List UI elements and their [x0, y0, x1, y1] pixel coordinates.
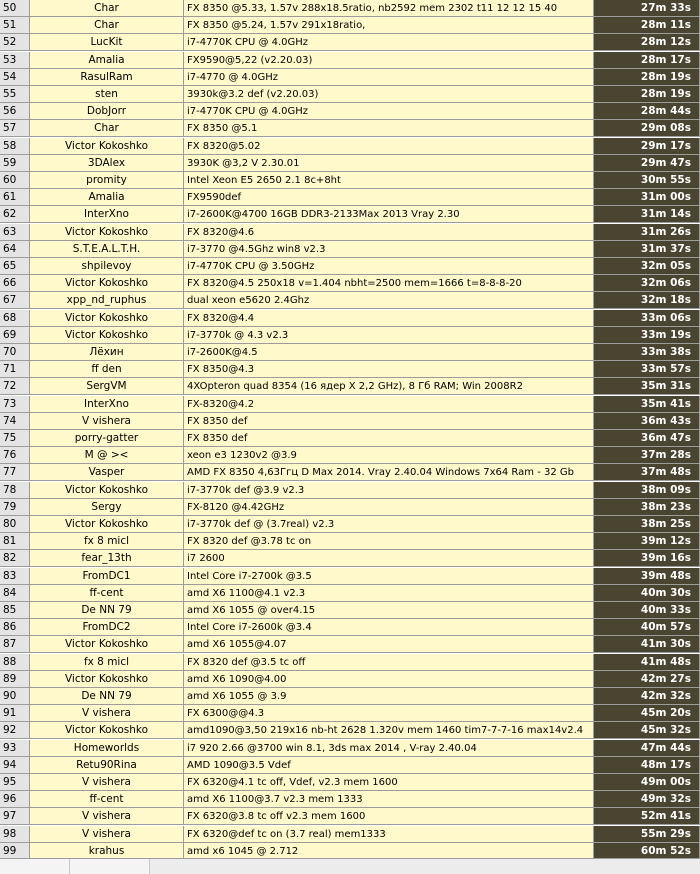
render-time-cell[interactable]: 33m 19s — [594, 327, 700, 344]
row-number[interactable]: 93 — [0, 740, 30, 757]
table-row — [0, 636, 700, 653]
table-row — [0, 155, 700, 172]
system-config-cell[interactable]: xeon e3 1230v2 @3.9 — [184, 447, 594, 464]
row-number[interactable]: 50 — [0, 0, 30, 17]
table-row — [0, 688, 700, 705]
system-config-cell[interactable]: FX 8320@4.4 — [184, 310, 594, 327]
user-name-cell[interactable]: De NN 79 — [30, 602, 184, 619]
sheet-tab-bar-cell — [70, 859, 150, 874]
system-config-cell[interactable]: i7-4770 @ 4.0GHz — [184, 69, 594, 86]
row-number[interactable]: 67 — [0, 292, 30, 309]
render-time-cell[interactable]: 37m 48s — [594, 464, 700, 481]
system-config-cell[interactable]: Intel Core i7-2600k @3.4 — [184, 619, 594, 636]
row-number[interactable]: 91 — [0, 705, 30, 722]
render-time-cell[interactable]: 49m 32s — [594, 791, 700, 808]
system-config-cell[interactable]: FX 8320@4.6 — [184, 224, 594, 241]
table-row — [0, 396, 700, 413]
render-time-cell[interactable]: 41m 48s — [594, 654, 700, 671]
render-time-cell[interactable]: 49m 00s — [594, 774, 700, 791]
row-number[interactable]: 86 — [0, 619, 30, 636]
row-number[interactable]: 96 — [0, 791, 30, 808]
render-time-cell[interactable]: 32m 05s — [594, 258, 700, 275]
user-name-cell[interactable]: Victor Kokoshko — [30, 275, 184, 292]
user-name-cell[interactable]: Char — [30, 120, 184, 137]
render-time-cell[interactable]: 47m 44s — [594, 740, 700, 757]
row-number[interactable]: 68 — [0, 310, 30, 327]
row-number[interactable]: 56 — [0, 103, 30, 120]
user-name-cell[interactable]: promity — [30, 172, 184, 189]
row-number[interactable]: 71 — [0, 361, 30, 378]
user-name-cell[interactable]: Лёхин — [30, 344, 184, 361]
row-number[interactable]: 98 — [0, 826, 30, 843]
table-row — [0, 585, 700, 602]
table-row — [0, 86, 700, 103]
render-time-cell[interactable]: 60m 52s — [594, 843, 700, 860]
row-number[interactable]: 94 — [0, 757, 30, 774]
row-number[interactable]: 90 — [0, 688, 30, 705]
table-row — [0, 464, 700, 481]
row-number[interactable]: 70 — [0, 344, 30, 361]
system-config-cell[interactable]: i7 2600 — [184, 550, 594, 567]
user-name-cell[interactable]: InterXno — [30, 396, 184, 413]
system-config-cell[interactable]: amd X6 1055 @ over4.15 — [184, 602, 594, 619]
table-row — [0, 69, 700, 86]
system-config-cell[interactable]: i7-3770k def @3.9 v2.3 — [184, 482, 594, 499]
table-row — [0, 826, 700, 843]
user-name-cell[interactable]: fx 8 micl — [30, 654, 184, 671]
row-number[interactable]: 85 — [0, 602, 30, 619]
row-number[interactable]: 61 — [0, 189, 30, 206]
render-time-cell[interactable]: 37m 28s — [594, 447, 700, 464]
table-row — [0, 757, 700, 774]
user-name-cell[interactable]: V vishera — [30, 826, 184, 843]
system-config-cell[interactable]: 3930k@3.2 def (v2.20.03) — [184, 86, 594, 103]
row-number[interactable]: 52 — [0, 34, 30, 51]
system-config-cell[interactable]: i7-2600K@4.5 — [184, 344, 594, 361]
render-time-cell[interactable]: 38m 23s — [594, 499, 700, 516]
render-time-cell[interactable]: 42m 32s — [594, 688, 700, 705]
render-time-cell[interactable]: 28m 12s — [594, 34, 700, 51]
user-name-cell[interactable]: fx 8 micl — [30, 533, 184, 550]
user-name-cell[interactable]: Victor Kokoshko — [30, 327, 184, 344]
row-number[interactable]: 83 — [0, 568, 30, 585]
system-config-cell[interactable]: i7-3770 @4.5Ghz win8 v2.3 — [184, 241, 594, 258]
table-row — [0, 499, 700, 516]
user-name-cell[interactable]: 3DAlex — [30, 155, 184, 172]
system-config-cell[interactable]: FX 6320@def tc on (3.7 real) mem1333 — [184, 826, 594, 843]
row-number[interactable]: 80 — [0, 516, 30, 533]
table-row — [0, 550, 700, 567]
render-time-cell[interactable]: 33m 06s — [594, 310, 700, 327]
system-config-cell[interactable]: FX9590@5,22 (v2.20.03) — [184, 52, 594, 69]
render-time-cell[interactable]: 38m 25s — [594, 516, 700, 533]
table-row — [0, 705, 700, 722]
system-config-cell[interactable]: amd X6 1100@4.1 v2.3 — [184, 585, 594, 602]
table-row — [0, 722, 700, 739]
row-number[interactable]: 84 — [0, 585, 30, 602]
table-row — [0, 206, 700, 223]
system-config-cell[interactable]: FX 8350 @5.33, 1.57v 288x18.5ratio, nb2592 mem 2302 t11 12 12 15 40 — [184, 0, 594, 17]
row-number[interactable]: 76 — [0, 447, 30, 464]
user-name-cell[interactable]: Retu90Rina — [30, 757, 184, 774]
table-row — [0, 791, 700, 808]
table-row — [0, 310, 700, 327]
user-name-cell[interactable]: Victor Kokoshko — [30, 138, 184, 155]
user-name-cell[interactable]: ff-cent — [30, 585, 184, 602]
user-name-cell[interactable]: Victor Kokoshko — [30, 671, 184, 688]
row-number[interactable]: 81 — [0, 533, 30, 550]
table-row — [0, 34, 700, 51]
row-number[interactable]: 89 — [0, 671, 30, 688]
system-config-cell[interactable]: 3930K @3,2 V 2.30.01 — [184, 155, 594, 172]
user-name-cell[interactable]: Victor Kokoshko — [30, 482, 184, 499]
table-row — [0, 258, 700, 275]
user-name-cell[interactable]: DobJorr — [30, 103, 184, 120]
table-row — [0, 619, 700, 636]
render-time-cell[interactable]: 31m 00s — [594, 189, 700, 206]
user-name-cell[interactable]: Victor Kokoshko — [30, 310, 184, 327]
system-config-cell[interactable]: FX 8350 @5.24, 1.57v 291x18ratio, — [184, 17, 594, 34]
system-config-cell[interactable]: FX 6320@3.8 tc off v2.3 mem 1600 — [184, 808, 594, 825]
user-name-cell[interactable]: FromDC2 — [30, 619, 184, 636]
render-time-cell[interactable]: 29m 17s — [594, 138, 700, 155]
system-config-cell[interactable]: i7-4770K CPU @ 4.0GHz — [184, 34, 594, 51]
render-time-cell[interactable]: 32m 18s — [594, 292, 700, 309]
system-config-cell[interactable]: FX9590def — [184, 189, 594, 206]
row-number[interactable]: 57 — [0, 120, 30, 137]
table-row — [0, 241, 700, 258]
system-config-cell[interactable]: amd1090@3,50 219x16 nb-ht 2628 1.320v mem 1460 tim7-7-7-16 max14v2.4 — [184, 722, 594, 739]
system-config-cell[interactable]: FX 8320 def @3.78 tc on — [184, 533, 594, 550]
render-time-cell[interactable]: 39m 48s — [594, 568, 700, 585]
user-name-cell[interactable]: Victor Kokoshko — [30, 722, 184, 739]
user-name-cell[interactable]: Vasper — [30, 464, 184, 481]
row-number[interactable]: 77 — [0, 464, 30, 481]
row-number[interactable]: 79 — [0, 499, 30, 516]
render-time-cell[interactable]: 36m 43s — [594, 413, 700, 430]
system-config-cell[interactable]: i7-4770K CPU @ 3.50GHz — [184, 258, 594, 275]
system-config-cell[interactable]: FX 8320@4.5 250x18 v=1.404 nbht=2500 mem=1666 t=8-8-8-20 — [184, 275, 594, 292]
system-config-cell[interactable]: Intel Core i7-2700k @3.5 — [184, 568, 594, 585]
system-config-cell[interactable]: FX 8350@4.3 — [184, 361, 594, 378]
table-row — [0, 292, 700, 309]
system-config-cell[interactable]: FX 6300@@4.3 — [184, 705, 594, 722]
system-config-cell[interactable]: amd x6 1045 @ 2.712 — [184, 843, 594, 860]
render-time-cell[interactable]: 29m 08s — [594, 120, 700, 137]
row-number[interactable]: 55 — [0, 86, 30, 103]
user-name-cell[interactable]: krahus — [30, 843, 184, 860]
table-row — [0, 103, 700, 120]
render-time-cell[interactable]: 55m 29s — [594, 826, 700, 843]
user-name-cell[interactable]: S.T.E.A.L.T.H. — [30, 241, 184, 258]
render-time-cell[interactable]: 36m 47s — [594, 430, 700, 447]
system-config-cell[interactable]: FX 8320@5.02 — [184, 138, 594, 155]
system-config-cell[interactable]: i7-2600K@4700 16GB DDR3-2133Max 2013 Vray 2.30 — [184, 206, 594, 223]
table-row — [0, 189, 700, 206]
system-config-cell[interactable]: amd X6 1090@4.00 — [184, 671, 594, 688]
system-config-cell[interactable]: FX 8350 def — [184, 413, 594, 430]
render-time-cell[interactable]: 40m 30s — [594, 585, 700, 602]
system-config-cell[interactable]: i7 920 2.66 @3700 win 8.1, 3ds max 2014 , V-ray 2.40.04 — [184, 740, 594, 757]
table-row — [0, 740, 700, 757]
render-time-cell[interactable]: 38m 09s — [594, 482, 700, 499]
row-number[interactable]: 65 — [0, 258, 30, 275]
render-time-cell[interactable]: 28m 17s — [594, 52, 700, 69]
system-config-cell[interactable]: dual xeon e5620 2.4Ghz — [184, 292, 594, 309]
table-row — [0, 138, 700, 155]
row-number[interactable]: 60 — [0, 172, 30, 189]
table-row — [0, 516, 700, 533]
row-number[interactable]: 73 — [0, 396, 30, 413]
table-row — [0, 533, 700, 550]
user-name-cell[interactable]: V vishera — [30, 774, 184, 791]
render-time-cell[interactable]: 28m 44s — [594, 103, 700, 120]
system-config-cell[interactable]: FX 8350 @5.1 — [184, 120, 594, 137]
render-time-cell[interactable]: 39m 12s — [594, 533, 700, 550]
table-row — [0, 671, 700, 688]
table-row — [0, 344, 700, 361]
table-row — [0, 17, 700, 34]
table-row — [0, 482, 700, 499]
user-name-cell[interactable]: Sergy — [30, 499, 184, 516]
row-number[interactable]: 63 — [0, 224, 30, 241]
user-name-cell[interactable]: Amalia — [30, 189, 184, 206]
table-row — [0, 654, 700, 671]
row-number[interactable]: 74 — [0, 413, 30, 430]
user-name-cell[interactable]: RasulRam — [30, 69, 184, 86]
render-time-cell[interactable]: 40m 57s — [594, 619, 700, 636]
system-config-cell[interactable]: amd X6 1055 @ 3.9 — [184, 688, 594, 705]
render-time-cell[interactable]: 33m 38s — [594, 344, 700, 361]
render-time-cell[interactable]: 29m 47s — [594, 155, 700, 172]
system-config-cell[interactable]: FX-8320@4.2 — [184, 396, 594, 413]
user-name-cell[interactable]: SergVM — [30, 378, 184, 395]
system-config-cell[interactable]: i7-3770k def @ (3.7real) v2.3 — [184, 516, 594, 533]
render-time-cell[interactable]: 30m 55s — [594, 172, 700, 189]
row-number[interactable]: 92 — [0, 722, 30, 739]
render-time-cell[interactable]: 52m 41s — [594, 808, 700, 825]
user-name-cell[interactable]: LucKit — [30, 34, 184, 51]
user-name-cell[interactable]: Amalia — [30, 52, 184, 69]
system-config-cell[interactable]: FX 6320@4.1 tc off, Vdef, v2.3 mem 1600 — [184, 774, 594, 791]
table-row — [0, 774, 700, 791]
row-number[interactable]: 66 — [0, 275, 30, 292]
render-time-cell[interactable]: 32m 06s — [594, 275, 700, 292]
table-row — [0, 413, 700, 430]
system-config-cell[interactable]: i7-3770k @ 4.3 v2.3 — [184, 327, 594, 344]
user-name-cell[interactable]: Char — [30, 0, 184, 17]
row-number[interactable]: 69 — [0, 327, 30, 344]
render-time-cell[interactable]: 31m 14s — [594, 206, 700, 223]
user-name-cell[interactable]: sten — [30, 86, 184, 103]
row-number[interactable]: 72 — [0, 378, 30, 395]
user-name-cell[interactable]: porry-gatter — [30, 430, 184, 447]
user-name-cell[interactable]: Victor Kokoshko — [30, 224, 184, 241]
user-name-cell[interactable]: shpilevoy — [30, 258, 184, 275]
user-name-cell[interactable]: De NN 79 — [30, 688, 184, 705]
user-name-cell[interactable]: xpp_nd_ruphus — [30, 292, 184, 309]
row-number[interactable]: 64 — [0, 241, 30, 258]
render-time-cell[interactable]: 28m 19s — [594, 69, 700, 86]
user-name-cell[interactable]: ff den — [30, 361, 184, 378]
render-time-cell[interactable]: 41m 30s — [594, 636, 700, 653]
row-number[interactable]: 75 — [0, 430, 30, 447]
render-time-cell[interactable]: 33m 57s — [594, 361, 700, 378]
row-number[interactable]: 54 — [0, 69, 30, 86]
row-number[interactable]: 53 — [0, 52, 30, 69]
user-name-cell[interactable]: FromDC1 — [30, 568, 184, 585]
user-name-cell[interactable]: Victor Kokoshko — [30, 516, 184, 533]
row-number[interactable]: 62 — [0, 206, 30, 223]
row-number[interactable]: 99 — [0, 843, 30, 860]
table-row — [0, 0, 700, 17]
system-config-cell[interactable]: FX-8120 @4.42GHz — [184, 499, 594, 516]
system-config-cell[interactable]: amd X6 1100@3.7 v2.3 mem 1333 — [184, 791, 594, 808]
table-row — [0, 361, 700, 378]
row-number[interactable]: 82 — [0, 550, 30, 567]
system-config-cell[interactable]: Intel Xeon E5 2650 2.1 8c+8ht — [184, 172, 594, 189]
row-number[interactable]: 95 — [0, 774, 30, 791]
table-row — [0, 447, 700, 464]
table-row — [0, 52, 700, 69]
render-time-cell[interactable]: 48m 17s — [594, 757, 700, 774]
system-config-cell[interactable]: i7-4770K CPU @ 4.0GHz — [184, 103, 594, 120]
render-time-cell[interactable]: 28m 11s — [594, 17, 700, 34]
render-time-cell[interactable]: 28m 19s — [594, 86, 700, 103]
user-name-cell[interactable]: InterXno — [30, 206, 184, 223]
row-number[interactable]: 78 — [0, 482, 30, 499]
render-time-cell[interactable]: 40m 33s — [594, 602, 700, 619]
render-time-cell[interactable]: 31m 37s — [594, 241, 700, 258]
table-row — [0, 120, 700, 137]
row-number[interactable]: 88 — [0, 654, 30, 671]
user-name-cell[interactable]: V vishera — [30, 413, 184, 430]
user-name-cell[interactable]: Char — [30, 17, 184, 34]
sheet-tab-bar-cell — [0, 859, 70, 874]
system-config-cell[interactable]: FX 8350 def — [184, 430, 594, 447]
user-name-cell[interactable]: fear_13th — [30, 550, 184, 567]
system-config-cell[interactable]: AMD 1090@3.5 Vdef — [184, 757, 594, 774]
render-time-cell[interactable]: 35m 31s — [594, 378, 700, 395]
table-row — [0, 275, 700, 292]
table-row — [0, 808, 700, 825]
render-time-cell[interactable]: 35m 41s — [594, 396, 700, 413]
row-number[interactable]: 59 — [0, 155, 30, 172]
user-name-cell[interactable]: V vishera — [30, 808, 184, 825]
user-name-cell[interactable]: ff-cent — [30, 791, 184, 808]
system-config-cell[interactable]: FX 8320 def @3.5 tc off — [184, 654, 594, 671]
render-time-cell[interactable]: 45m 20s — [594, 705, 700, 722]
table-row — [0, 224, 700, 241]
user-name-cell[interactable]: M @ >< — [30, 447, 184, 464]
render-time-cell[interactable]: 45m 32s — [594, 722, 700, 739]
row-number[interactable]: 58 — [0, 138, 30, 155]
user-name-cell[interactable]: Homeworlds — [30, 740, 184, 757]
row-number[interactable]: 97 — [0, 808, 30, 825]
user-name-cell[interactable]: Victor Kokoshko — [30, 636, 184, 653]
render-time-cell[interactable]: 42m 27s — [594, 671, 700, 688]
render-time-cell[interactable]: 39m 16s — [594, 550, 700, 567]
table-row — [0, 568, 700, 585]
system-config-cell[interactable]: AMD FX 8350 4,63Ггц D Max 2014. Vray 2.40.04 Windows 7x64 Ram - 32 Gb — [184, 464, 594, 481]
render-time-cell[interactable]: 31m 26s — [594, 224, 700, 241]
user-name-cell[interactable]: V vishera — [30, 705, 184, 722]
table-row — [0, 378, 700, 395]
row-number[interactable]: 51 — [0, 17, 30, 34]
table-row — [0, 430, 700, 447]
sheet-tab-bar — [0, 858, 700, 874]
table-row — [0, 602, 700, 619]
render-time-cell[interactable]: 27m 33s — [594, 0, 700, 17]
table-row — [0, 327, 700, 344]
table-row — [0, 172, 700, 189]
row-number[interactable]: 87 — [0, 636, 30, 653]
system-config-cell[interactable]: 4XOpteron quad 8354 (16 ядер X 2,2 GHz), 8 Гб RAM; Win 2008R2 — [184, 378, 594, 395]
system-config-cell[interactable]: amd X6 1055@4.07 — [184, 636, 594, 653]
